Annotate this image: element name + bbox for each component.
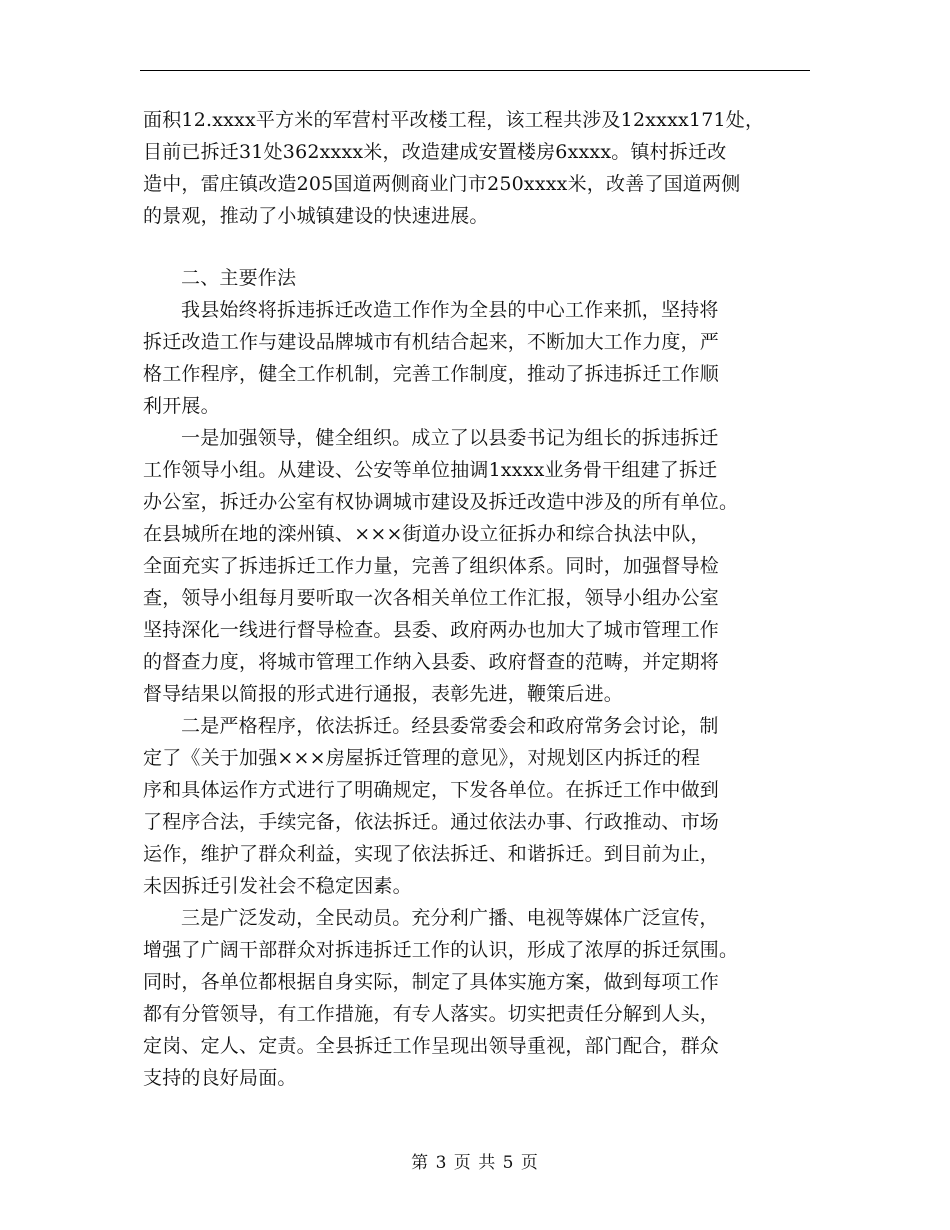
text-line: 我县始终将拆违拆迁改造工作作为全县的中心工作来抓，坚持将 xyxy=(181,299,719,321)
paragraph xyxy=(143,104,823,232)
text-line: 面积12.xxxx平方米的军营村平改楼工程，该工程共涉及12xxxx171处， xyxy=(143,109,765,131)
text-line: 督导结果以简报的形式进行通报，表彰先进，鞭策后进。 xyxy=(143,683,624,705)
paragraph xyxy=(143,902,823,1094)
text-line: 支持的良好局面。 xyxy=(143,1067,297,1089)
text-line: 同时，各单位都根据自身实际，制定了具体实施方案，做到每项工作 xyxy=(143,971,720,993)
text-line: 都有分管领导，有工作措施，有专人落实。切实把责任分解到人头， xyxy=(143,1003,720,1025)
text-line: 查，领导小组每月要听取一次各相关单位工作汇报，领导小组办公室 xyxy=(143,587,720,609)
text-line: 定岗、定人、定责。全县拆迁工作呈现出领导重视，部门配合，群众 xyxy=(143,1035,720,1057)
paragraph xyxy=(143,422,823,710)
text-line: 坚持深化一线进行督导检查。县委、政府两办也加大了城市管理工作 xyxy=(143,619,720,641)
text-line: 利开展。 xyxy=(143,395,220,417)
text-line: 未因拆迁引发社会不稳定因素。 xyxy=(143,875,412,897)
text-line: 的督查力度，将城市管理工作纳入县委、政府督查的范畴，并定期将 xyxy=(143,651,720,673)
document-body xyxy=(143,104,823,1094)
text-line: 工作领导小组。从建设、公安等单位抽调1xxxx业务骨干组建了拆迁 xyxy=(143,459,718,481)
text-line: 格工作程序，健全工作机制，完善工作制度，推动了拆违拆迁工作顺 xyxy=(143,363,720,385)
text-line: 序和具体运作方式进行了明确规定，下发各单位。在拆迁工作中做到 xyxy=(143,779,720,801)
section-heading-text: 二、主要作法 xyxy=(181,267,297,289)
text-line: 三是广泛发动，全民动员。充分利广播、电视等媒体广泛宣传， xyxy=(181,907,719,929)
text-line: 全面充实了拆违拆迁工作力量，完善了组织体系。同时，加强督导检 xyxy=(143,555,720,577)
header-rule xyxy=(140,70,810,71)
text-line: 定了《关于加强×××房屋拆迁管理的意见》，对规划区内拆迁的程 xyxy=(143,747,701,769)
text-line: 了程序合法，手续完备，依法拆迁。通过依法办事、行政推动、市场 xyxy=(143,811,720,833)
paragraph xyxy=(143,710,823,902)
section-heading xyxy=(143,262,823,294)
paragraph-gap xyxy=(143,232,823,262)
text-line: 办公室，拆迁办公室有权协调城市建设及拆迁改造中涉及的所有单位。 xyxy=(143,491,739,513)
text-line: 拆迁改造工作与建设品牌城市有机结合起来，不断加大工作力度，严 xyxy=(143,331,720,353)
text-line: 二是严格程序，依法拆迁。经县委常委会和政府常务会讨论，制 xyxy=(181,715,719,737)
text-line: 的景观，推动了小城镇建设的快速进展。 xyxy=(143,205,489,227)
paragraph xyxy=(143,294,823,422)
page-number: 第 3 页 共 5 页 xyxy=(411,1153,539,1173)
text-line: 运作，维护了群众利益，实现了依法拆迁、和谐拆迁。到目前为止， xyxy=(143,843,720,865)
text-line: 造中，雷庄镇改造205国道两侧商业门市250xxxx米，改善了国道两侧 xyxy=(143,173,741,195)
text-line: 在县城所在地的滦州镇、×××街道办设立征拆办和综合执法中队， xyxy=(143,523,710,545)
text-line: 一是加强领导，健全组织。成立了以县委书记为组长的拆违拆迁 xyxy=(181,427,719,449)
text-line: 目前已拆迁31处362xxxx米，改造建成安置楼房6xxxx。镇村拆迁改 xyxy=(143,141,727,163)
text-line: 增强了广阔干部群众对拆违拆迁工作的认识，形成了浓厚的拆迁氛围。 xyxy=(143,939,739,961)
